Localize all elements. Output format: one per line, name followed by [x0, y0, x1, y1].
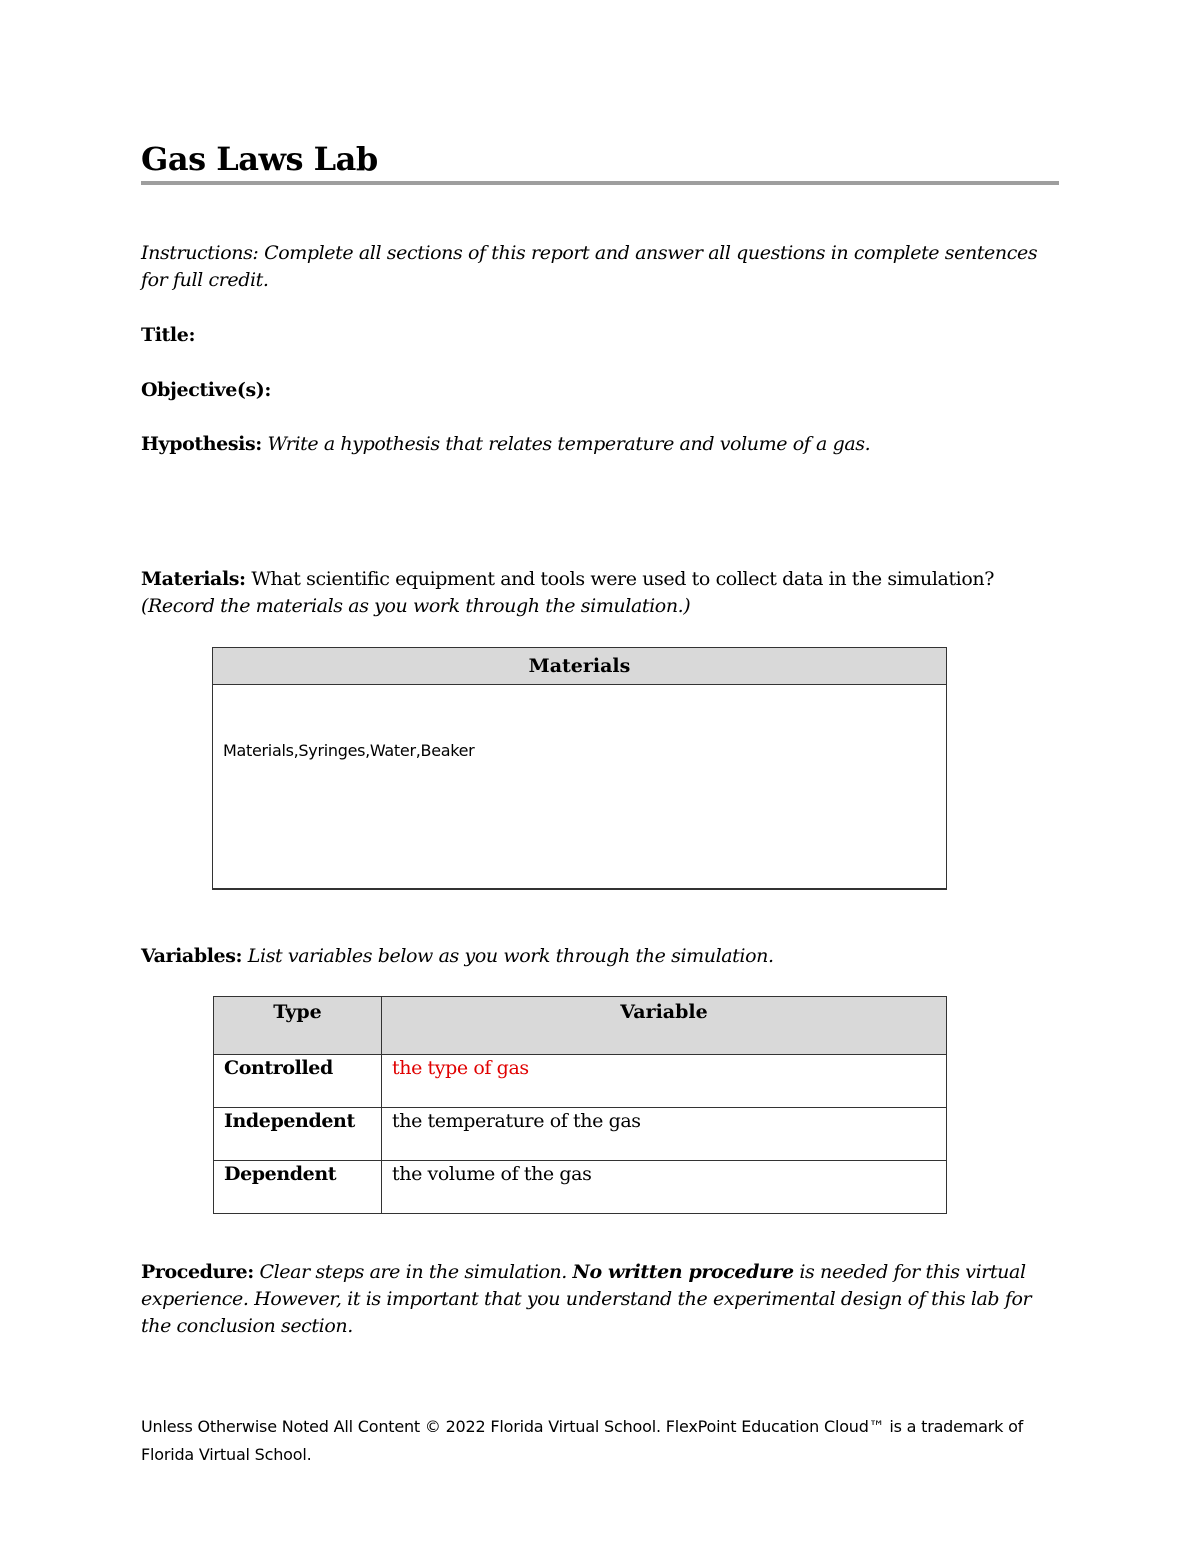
procedure-text-2: is needed for this virtual experience. However, it is important that you understand the experimental design of this lab for the conclusion section.	[141, 1261, 1032, 1337]
title-divider	[141, 181, 1059, 185]
variable-value-cell[interactable]: the volume of the gas	[382, 1161, 947, 1214]
variables-header-variable: Variable	[382, 997, 947, 1055]
table-row	[214, 1161, 947, 1214]
materials-question: What scientific equipment and tools were used to collect data in the simulation?	[251, 568, 995, 590]
variable-type-cell: Dependent	[214, 1161, 382, 1214]
copyright-footer: Unless Otherwise Noted All Content © 2022 Florida Virtual School. FlexPoint Education Cloud™ is a trademark of Florida Virtual School.	[141, 1417, 1024, 1464]
variables-text: List variables below as you work through the simulation.	[247, 945, 774, 967]
variables-label: Variables:	[141, 945, 243, 967]
variables-table	[213, 996, 947, 1214]
procedure-text-1: Clear steps are in the simulation.	[259, 1261, 567, 1283]
procedure-section	[141, 1259, 1061, 1340]
instructions: Instructions: Complete all sections of this report and answer all questions in complete sentences for full credit.	[141, 242, 1038, 291]
materials-note: (Record the materials as you work through the simulation.)	[141, 595, 691, 617]
variable-value-cell[interactable]: the type of gas	[382, 1055, 947, 1108]
variables-header-type: Type	[214, 997, 382, 1055]
table-row	[214, 1055, 947, 1108]
hypothesis-section	[141, 431, 1061, 458]
materials-label: Materials:	[141, 568, 246, 590]
materials-answer-cell[interactable]	[213, 685, 947, 890]
materials-table-header: Materials	[213, 648, 947, 685]
procedure-bold-phrase: No written procedure	[572, 1261, 794, 1283]
variable-type-cell: Independent	[214, 1108, 382, 1161]
procedure-label: Procedure:	[141, 1261, 254, 1283]
materials-answer: Materials,Syringes,Water,Beaker	[223, 741, 475, 760]
page-title: Gas Laws Lab	[141, 140, 378, 178]
table-row	[214, 1108, 947, 1161]
title-label: Title:	[141, 324, 196, 346]
variable-value-cell[interactable]: the temperature of the gas	[382, 1108, 947, 1161]
variable-type-cell: Controlled	[214, 1055, 382, 1108]
materials-table	[212, 647, 947, 890]
materials-section	[141, 566, 1061, 620]
hypothesis-label: Hypothesis:	[141, 433, 262, 455]
hypothesis-text: Write a hypothesis that relates temperature and volume of a gas.	[267, 433, 871, 455]
objective-label: Objective(s):	[141, 379, 271, 401]
variables-section	[141, 943, 1061, 970]
